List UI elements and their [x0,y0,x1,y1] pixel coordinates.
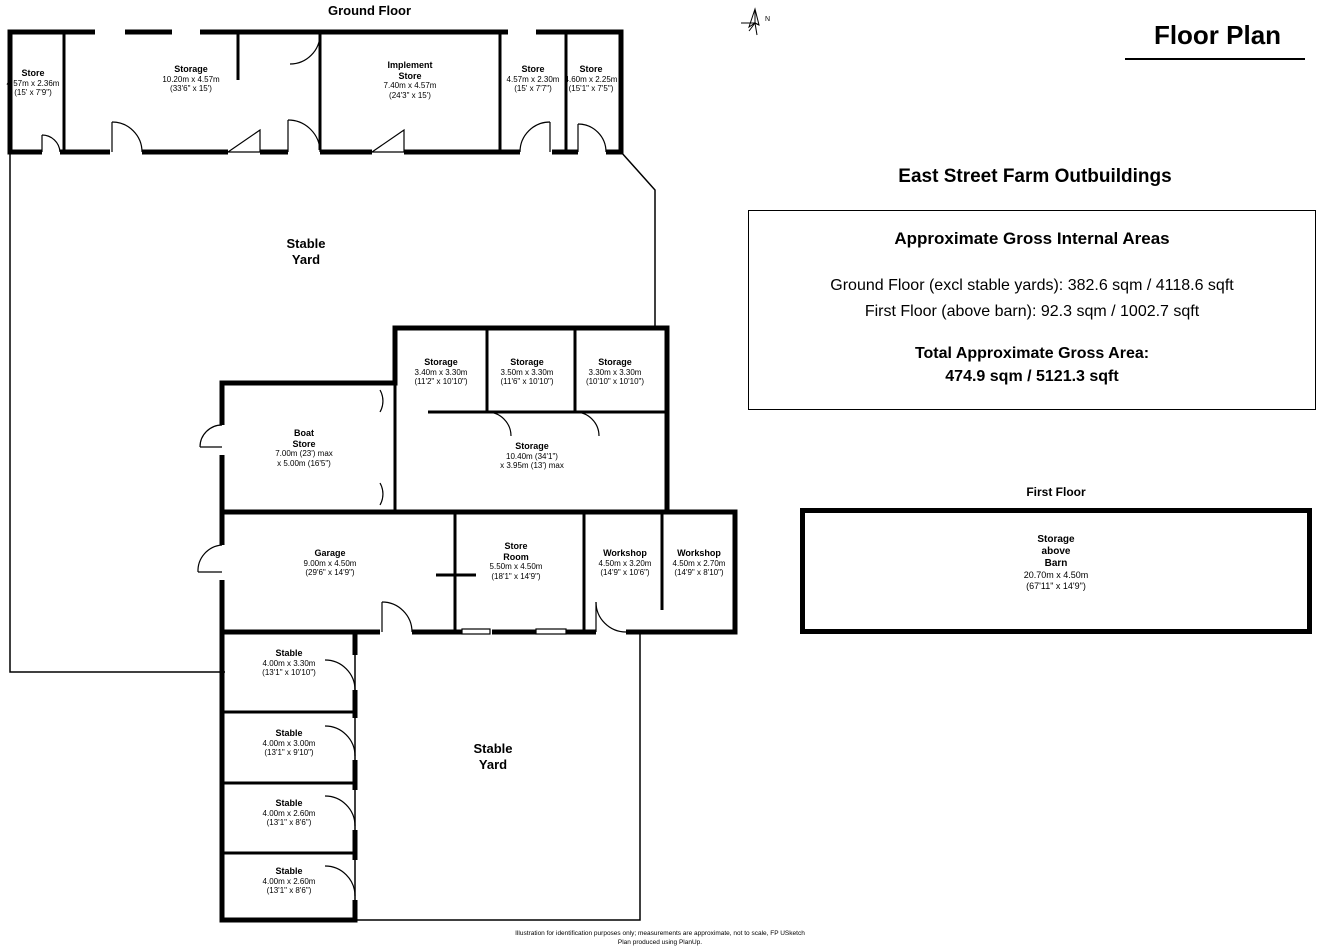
room-dim-imperial: (33'6" x 15') [170,84,212,94]
room-dim-imperial: (15'1" x 7'5") [568,84,614,94]
room-label-store-room [474,541,558,581]
areas-heading: Approximate Gross Internal Areas [894,229,1170,248]
yard-name: Stable [286,236,326,251]
room-dim-metric: 7.00m (23') max [275,449,333,459]
room-name: Stable [275,648,303,658]
room-dim-imperial: x 3.95m (13') max [500,461,564,471]
area-total-value: 474.9 sqm / 5121.3 sqft [945,368,1119,385]
room-label-stable-1 [228,648,350,677]
page-title: Floor Plan [1153,20,1282,50]
room-dim-imperial: (24'3" x 15') [389,90,431,100]
room-name: Implement [387,60,433,70]
room-dim-metric: 5.50m x 4.50m [489,562,543,572]
room-name-line3: Barn [1044,558,1068,569]
room-dim-metric: 4.50m x 3.20m [598,558,652,568]
room-name: Storage [510,357,544,367]
room-dim-metric: 10.20m x 4.57m [162,74,220,84]
room-dim-imperial: (15' x 7'9") [14,88,52,98]
room-label-stable-4 [228,866,350,895]
room-dim-imperial: (14'9" x 8'10") [674,568,724,578]
area-ground-floor: Ground Floor (excl stable yards): 382.6 sqm / 4118.6 sqft [830,277,1234,294]
room-dim-metric: 4.00m x 2.60m [262,808,316,818]
footer-line-1: Illustration for identification purposes only; measurements are approximate, not to scale, FP USketch [515,930,805,937]
room-label-boat-store [252,428,356,468]
room-dim-imperial: (11'6" x 10'10") [500,377,554,387]
room-name-line2: above [1041,546,1071,557]
room-name: Store [504,541,528,551]
room-dim-metric: 3.50m x 3.30m [500,367,554,377]
room-name: Store [521,64,545,74]
yard-label-upper [246,236,366,269]
room-dim-metric: 4.50m x 2.70m [672,558,726,568]
room-dim-imperial: (29'6" x 14'9") [305,568,355,578]
room-name: Workshop [603,548,647,558]
room-dim-imperial: (14'9" x 10'6") [600,568,650,578]
yard-name-line2: Yard [291,252,321,268]
room-name: Stable [275,866,303,876]
room-dim-metric: 7.40m x 4.57m [383,81,437,91]
yard-name: Stable [473,741,513,756]
room-dim-metric: 4.00m x 3.00m [262,738,316,748]
ground-floor-title: Ground Floor [328,3,412,18]
room-label-storage-1 [130,64,252,93]
room-label-store-3 [556,64,626,93]
compass-icon [735,5,775,44]
room-dim-imperial: (13'1" x 9'10") [264,748,314,758]
room-name: Boat [294,428,314,438]
room-name: Store [579,64,603,74]
title-divider [1125,58,1305,60]
room-name: Stable [275,728,303,738]
room-label-garage [276,548,384,577]
room-name: Workshop [677,548,721,558]
room-dim-imperial: (11'2" x 10'10") [414,377,468,387]
room-name-line2: Room [503,551,529,562]
room-name: Storage [174,64,208,74]
room-dim-metric: 10.40m (34'1") [506,451,558,461]
room-label-workshop-1 [586,548,664,577]
area-first-floor: First Floor (above barn): 92.3 sqm / 1002.7 sqft [864,303,1200,320]
room-dim-imperial: (15' x 7'7") [514,84,552,94]
room-label-stable-2 [228,728,350,757]
first-floor-room-label [800,534,1312,592]
room-label-storage-3 [482,357,572,386]
property-name: East Street Farm Outbuildings [898,166,1172,187]
room-dim-imperial: (18'1" x 14'9") [491,571,541,581]
room-dim-metric: 4.60m x 2.25m [564,74,618,84]
room-label-workshop-2 [660,548,738,577]
room-dim-metric: 3.30m x 3.30m [588,367,642,377]
area-total-label: Total Approximate Gross Area: [914,345,1150,362]
room-dim-imperial: (13'1" x 8'6") [266,886,312,896]
room-label-stable-3 [228,798,350,827]
room-dim-metric: 9.00m x 4.50m [303,558,357,568]
room-label-implement-store [350,60,470,100]
room-dim-imperial: (67'11" x 14'9") [1026,580,1086,591]
room-name: Storage [598,357,632,367]
yard-label-lower [433,741,553,774]
room-dim-metric: 3.40m x 3.30m [414,367,468,377]
yard-name-line2: Yard [478,757,508,773]
room-label-store-1 [2,68,64,97]
room-dim-imperial: (10'10" x 10'10") [585,377,645,387]
room-label-storage-4 [568,357,662,386]
room-label-storage-2 [396,357,486,386]
room-dim-metric: 4.00m x 3.30m [262,658,316,668]
room-name: Storage [1037,534,1075,545]
room-name-line2: Store [398,70,422,81]
room-name: Storage [515,441,549,451]
room-name-line2: Store [292,438,316,449]
room-dim-metric: 4.57m x 2.36m [6,78,60,88]
room-dim-metric: 20.70m x 4.50m [1023,570,1089,580]
svg-text:N: N [765,16,771,23]
room-dim-imperial: x 5.00m (16'5") [277,458,331,468]
areas-summary-box [748,210,1316,410]
room-name: Storage [424,357,458,367]
room-dim-imperial: (13'1" x 8'6") [266,818,312,828]
room-dim-metric: 4.57m x 2.30m [506,74,560,84]
first-floor-title: First Floor [1026,485,1086,499]
room-dim-metric: 4.00m x 2.60m [262,876,316,886]
room-name: Store [21,68,45,78]
room-dim-imperial: (13'1" x 10'10") [262,668,316,678]
room-label-storage-5 [468,441,596,470]
footer-line-2: Plan produced using PlanUp. [617,938,703,946]
room-name: Garage [314,548,346,558]
footer-disclaimer [0,930,1320,948]
room-name: Stable [275,798,303,808]
